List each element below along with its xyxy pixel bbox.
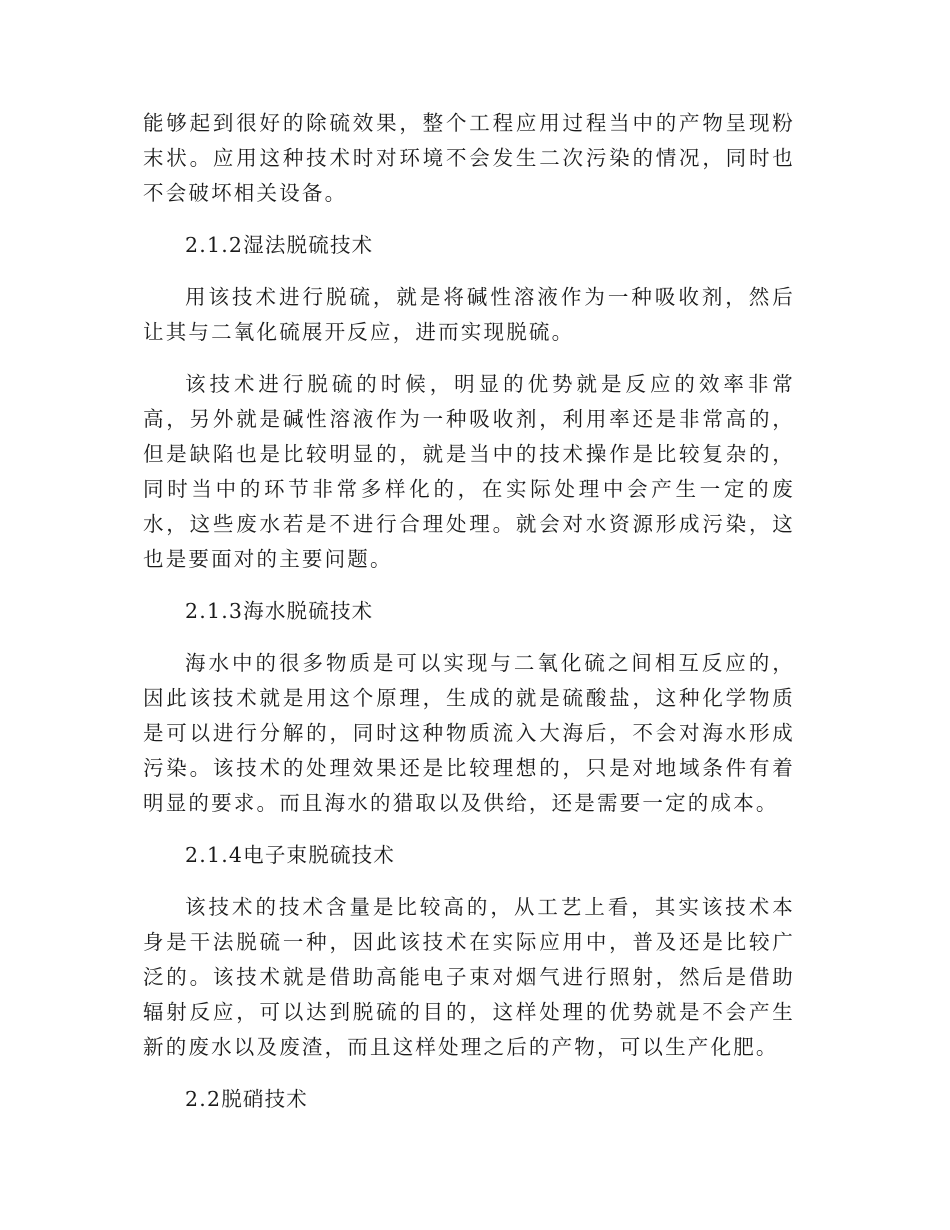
paragraph-seawater-desulfurization: 海水中的很多物质是可以实现与二氧化硫之间相互反应的，因此该技术就是用这个原理，生成的就是硫酸盐，这种化学物质是可以进行分解的，同时这种物质流入大海后，不会对海水形成污染。该技术的处理效果还是比较理想的，只是对地域条件有着明显的要求。而且海水的猎取以及供给，还是需要一定的成本。 xyxy=(143,651,795,815)
paragraph-wet-desulfurization-intro: 用该技术进行脱硫，就是将碱性溶液作为一种吸收剂，然后让其与二氧化硫展开反应，进而实现脱硫。 xyxy=(143,285,795,344)
section-heading-2-2: 2.2脱硝技术 xyxy=(185,1087,309,1111)
document-body xyxy=(143,106,795,1134)
paragraph-wet-desulfurization-analysis: 该技术进行脱硫的时候，明显的优势就是反应的效率非常高，另外就是碱性溶液作为一种吸收剂，利用率还是非常高的，但是缺陷也是比较明显的，就是当中的技术操作是比较复杂的，同时当中的环节非常多样化的，在实际处理中会产生一定的废水，这些废水若是不进行合理处理。就会对水资源形成污染，这也是要面对的主要问题。 xyxy=(143,372,795,571)
section-heading-2-1-2: 2.1.2湿法脱硫技术 xyxy=(185,233,374,257)
paragraph-continuation: 能够起到很好的除硫效果，整个工程应用过程当中的产物呈现粉末状。应用这种技术时对环境不会发生二次污染的情况，同时也不会破坏相关设备。 xyxy=(143,111,795,205)
paragraph-electron-beam-desulfurization: 该技术的技术含量是比较高的，从工艺上看，其实该技术本身是干法脱硫一种，因此该技术在实际应用中，普及还是比较广泛的。该技术就是借助高能电子束对烟气进行照射，然后是借助辐射反应，可以达到脱硫的目的，这样处理的优势就是不会产生新的废水以及废渣，而且这样处理之后的产物，可以生产化肥。 xyxy=(143,895,795,1059)
section-heading-2-1-4: 2.1.4电子束脱硫技术 xyxy=(185,843,396,867)
section-heading-2-1-3: 2.1.3海水脱硫技术 xyxy=(185,599,374,623)
